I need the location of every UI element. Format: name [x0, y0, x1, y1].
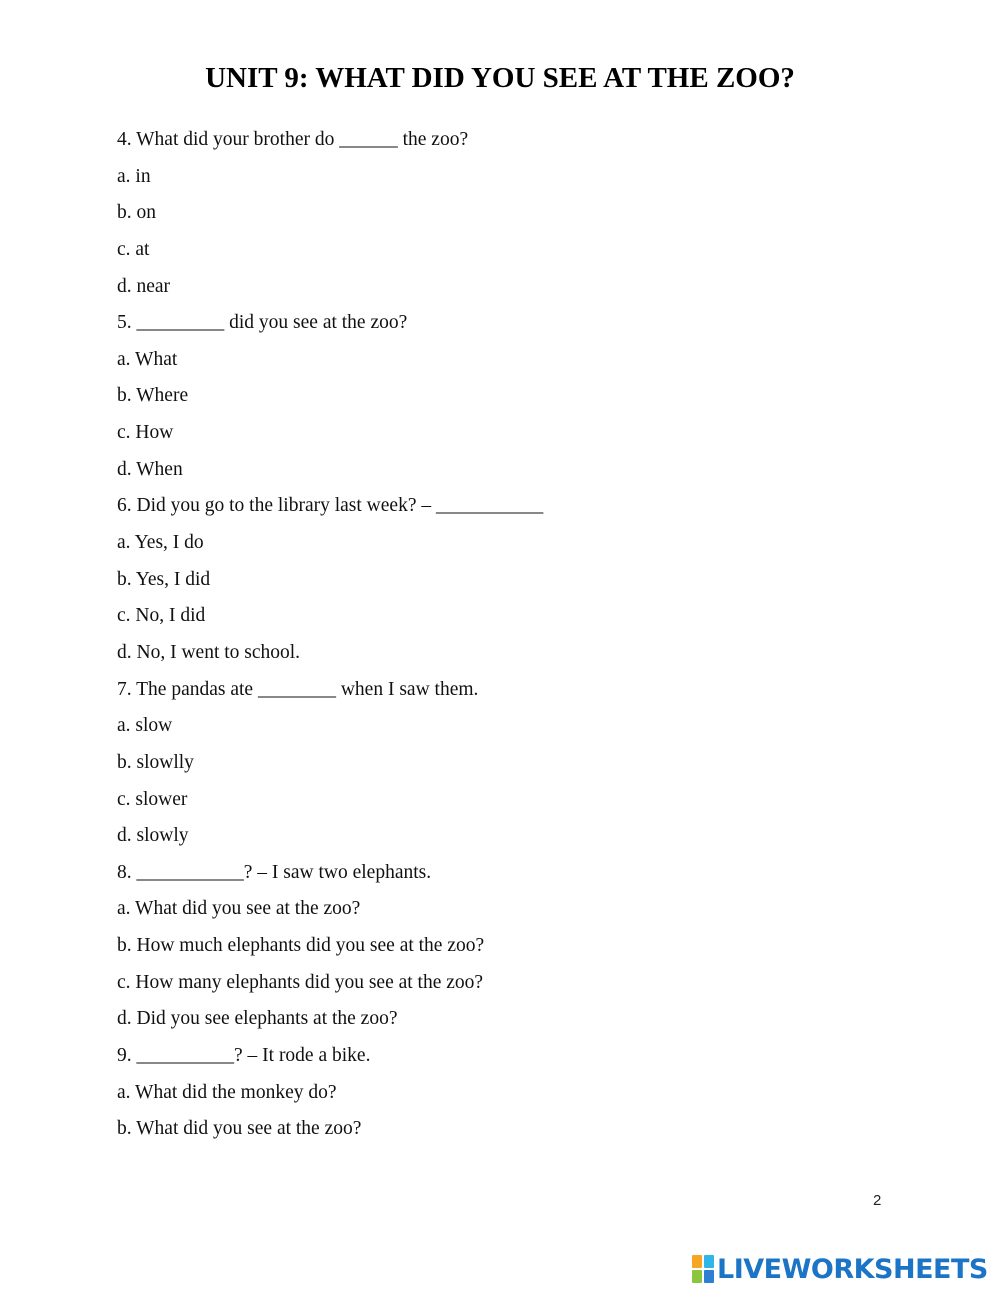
option-5d[interactable]: d. When	[117, 458, 183, 480]
option-9a[interactable]: a. What did the monkey do?	[117, 1081, 337, 1103]
option-4d[interactable]: d. near	[117, 275, 171, 297]
option-4a[interactable]: a. in	[117, 165, 151, 187]
question-4: 4. What did your brother do ______ the zoo?	[117, 129, 469, 150]
option-5c[interactable]: c. How	[117, 422, 174, 444]
option-8b[interactable]: b. How much elephants did you see at the zoo?	[117, 935, 485, 957]
option-6d[interactable]: d. No, I went to school.	[117, 641, 301, 663]
page-title: UNIT 9: WHAT DID YOU SEE AT THE ZOO?	[205, 62, 795, 94]
option-9b[interactable]: b. What did you see at the zoo?	[117, 1118, 362, 1140]
option-8d[interactable]: d. Did you see elephants at the zoo?	[117, 1008, 398, 1030]
brand-logo[interactable]	[692, 1252, 988, 1286]
option-4b[interactable]: b. on	[117, 202, 156, 224]
question-6: 6. Did you go to the library last week? – ___________	[117, 495, 544, 517]
option-6a[interactable]: a. Yes, I do	[117, 532, 204, 554]
option-6c[interactable]: c. No, I did	[117, 605, 206, 627]
option-6b[interactable]: b. Yes, I did	[117, 568, 211, 590]
liveworksheets-logo-icon	[692, 1255, 714, 1283]
option-7a[interactable]: a. slow	[117, 715, 173, 737]
brand-name: LIVEWORKSHEETS	[717, 1253, 988, 1285]
option-7d[interactable]: d. slowly	[117, 825, 189, 847]
option-8a[interactable]: a. What did you see at the zoo?	[117, 898, 361, 920]
question-9: 9. __________? – It rode a bike.	[117, 1045, 371, 1067]
question-5: 5. _________ did you see at the zoo?	[117, 312, 408, 334]
question-list	[117, 126, 543, 1152]
option-5a[interactable]: a. What	[117, 348, 178, 370]
option-4c[interactable]: c. at	[117, 238, 150, 260]
option-7c[interactable]: c. slower	[117, 788, 188, 810]
option-7b[interactable]: b. slowlly	[117, 751, 194, 773]
question-7: 7. The pandas ate ________ when I saw them.	[117, 678, 479, 700]
question-8: 8. ___________? – I saw two elephants.	[117, 861, 432, 883]
page-number: 2	[873, 1192, 882, 1209]
option-5b[interactable]: b. Where	[117, 385, 189, 407]
option-8c[interactable]: c. How many elephants did you see at the zoo?	[117, 971, 484, 993]
